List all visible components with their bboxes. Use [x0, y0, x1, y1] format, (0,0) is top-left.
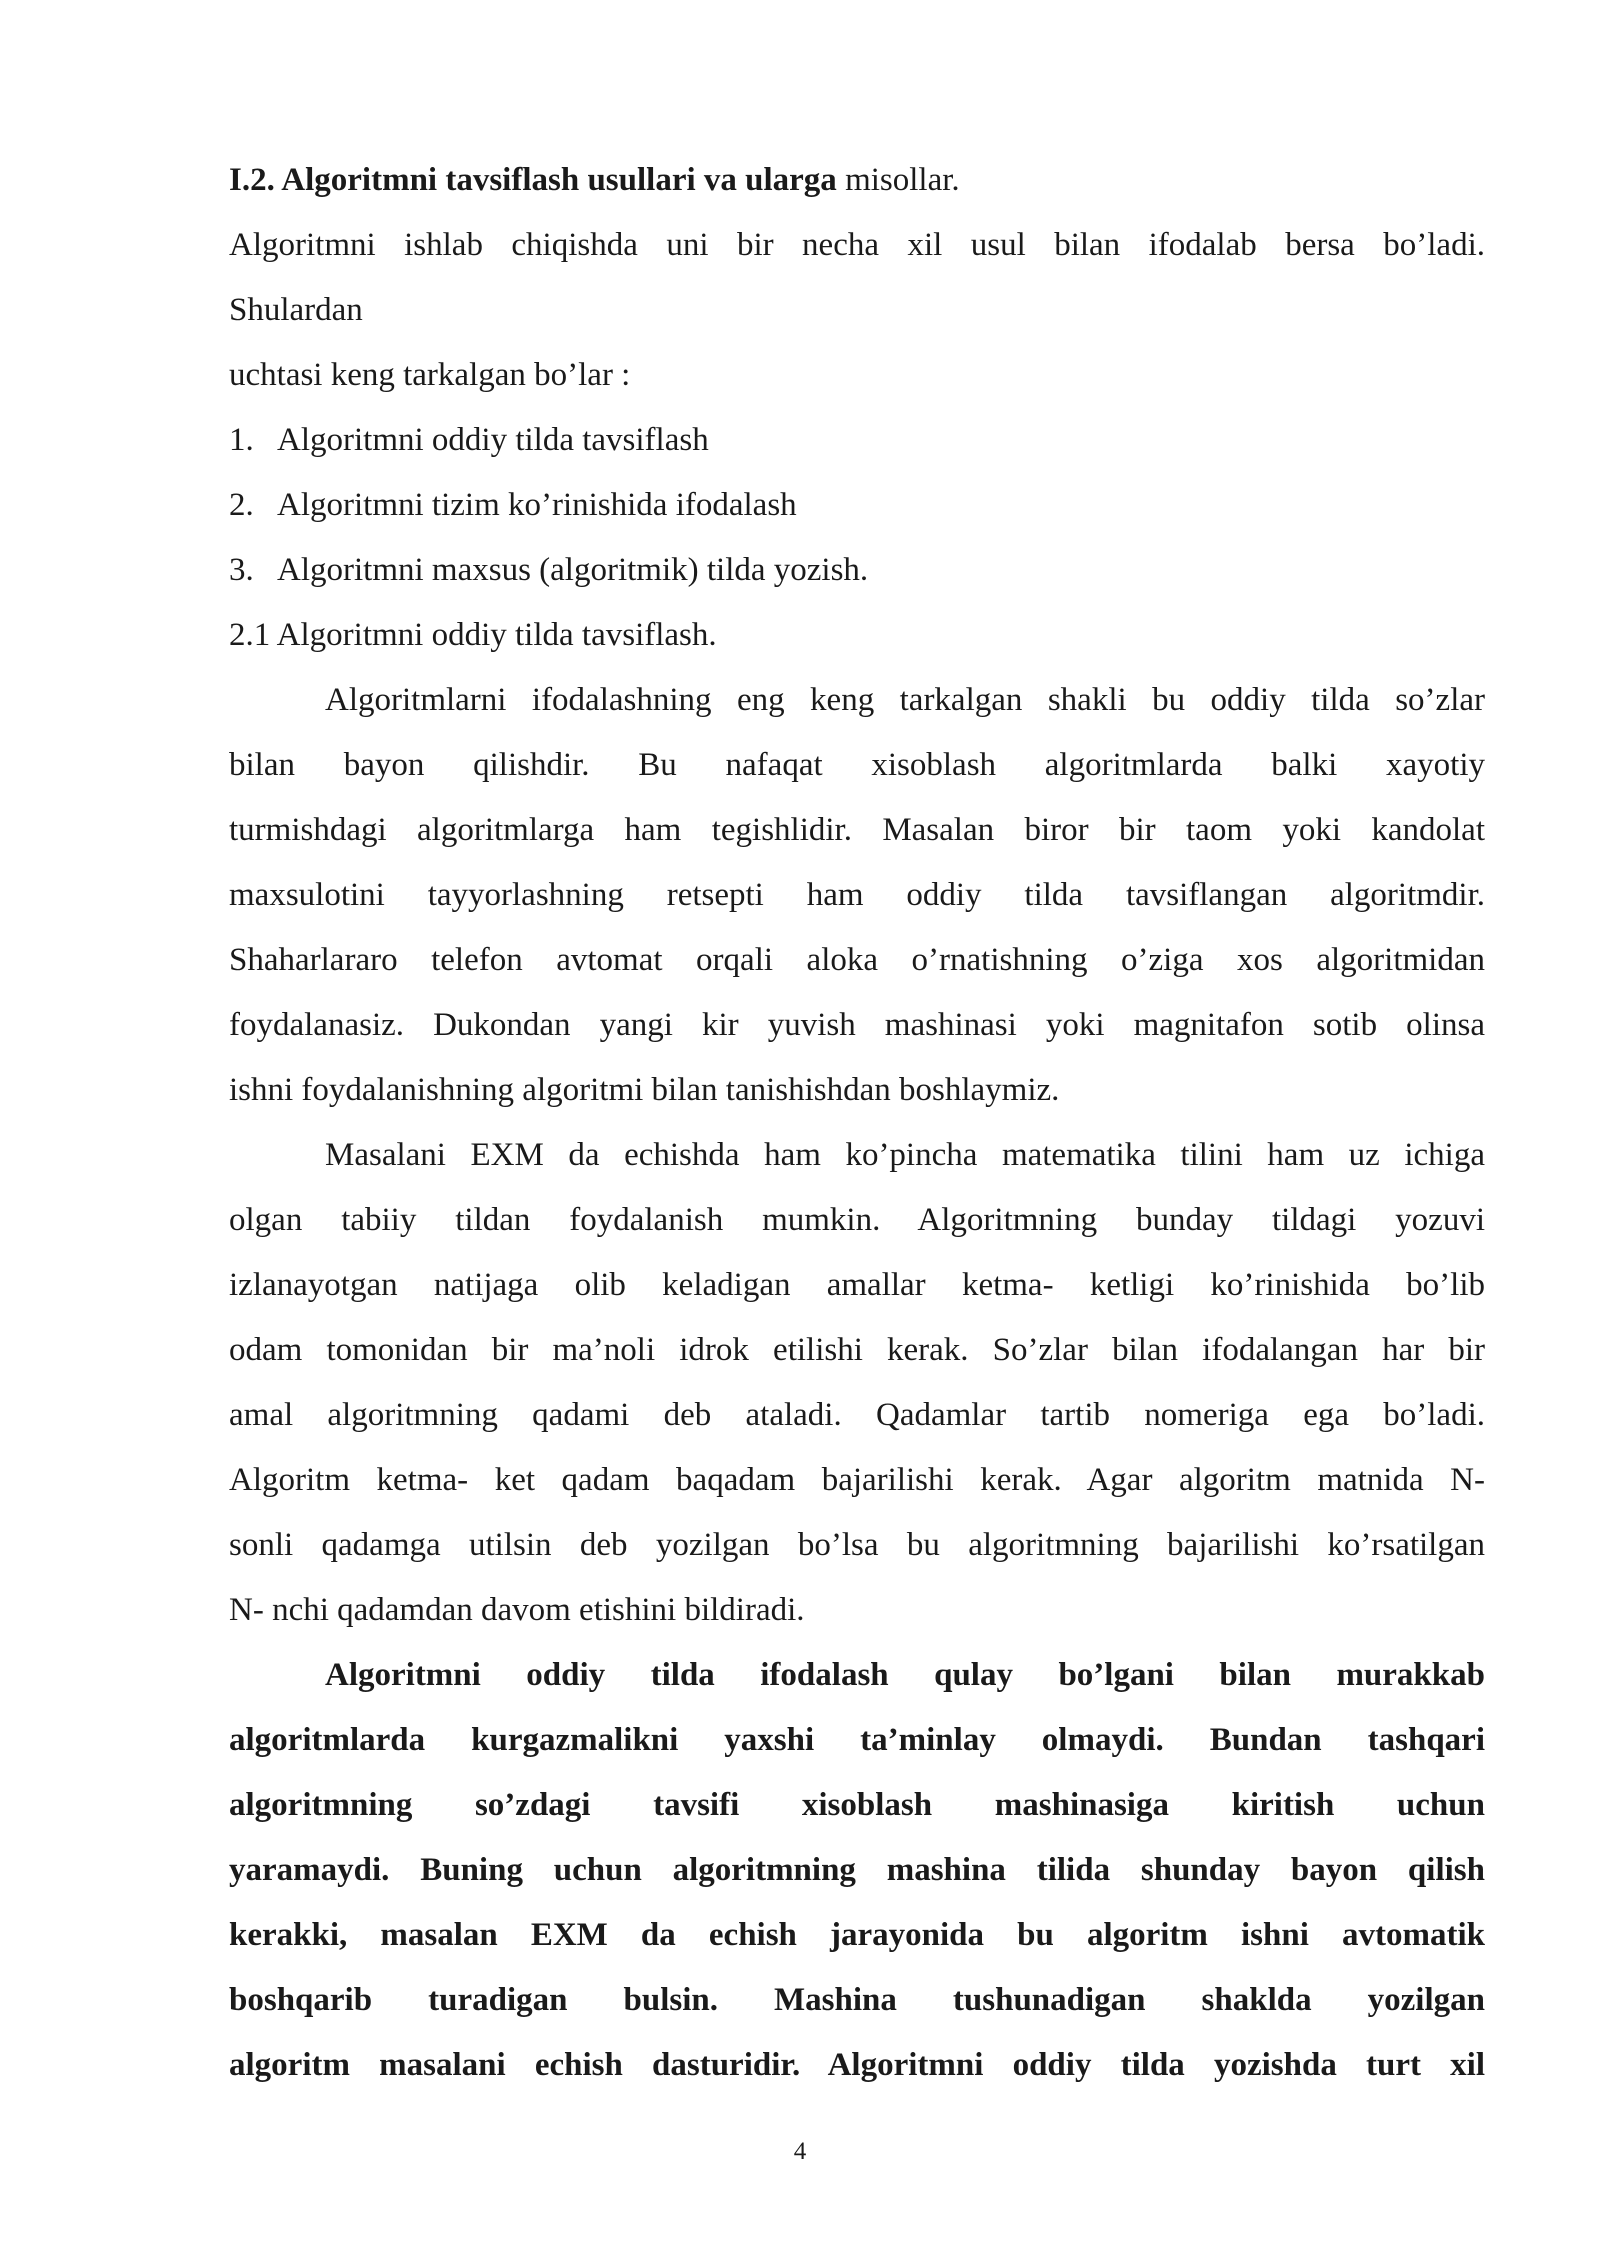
paragraph-line: Algoritmlarni ifodalashning eng keng tarkalgan shakli bu oddiy tilda so’zlar — [325, 682, 1485, 718]
paragraph-line: algoritmlarda kurgazmalikni yaxshi ta’minlay olmaydi. Bundan tashqari — [229, 1722, 1485, 1758]
paragraph-line: Shaharlararo telefon avtomat orqali aloka o’rnatishning o’ziga xos algoritmidan — [229, 942, 1485, 978]
paragraph-line: N- nchi qadamdan davom etishini bildiradi. — [229, 1592, 805, 1628]
paragraph-line: foydalanasiz. Dukondan yangi kir yuvish mashinasi yoki magnitafon sotib olinsa — [229, 1007, 1485, 1043]
section-heading — [229, 148, 1485, 213]
method-number: 1. — [229, 422, 254, 458]
paragraph-line: bilan bayon qilishdir. Bu nafaqat xisoblash algoritmlarda balki xayotiy — [229, 747, 1485, 783]
document-page — [229, 148, 1485, 2098]
method-list-item — [229, 538, 1485, 603]
method-number: 3. — [229, 552, 254, 588]
paragraph-2 — [229, 1123, 1485, 1643]
paragraph-line: odam tomonidan bir ma’noli idrok etilishi kerak. So’zlar bilan ifodalangan har bir — [229, 1332, 1485, 1368]
paragraph-line: Algoritmni oddiy tilda ifodalash qulay bo’lgani bilan murakkab — [325, 1657, 1485, 1693]
paragraph-line: algoritmning so’zdagi tavsifi xisoblash mashinasiga kiritish uchun — [229, 1787, 1485, 1823]
paragraph-line: algoritm masalani echish dasturidir. Algoritmni oddiy tilda yozishda turt xil — [229, 2047, 1485, 2083]
paragraph-line: kerakki, masalan EXM da echish jarayonida bu algoritm ishni avtomatik — [229, 1917, 1485, 1953]
method-list-item — [229, 408, 1485, 473]
paragraph-line: olgan tabiiy tildan foydalanish mumkin. Algoritmning bunday tildagi yozuvi — [229, 1202, 1485, 1238]
method-text: Algoritmni oddiy tilda tavsiflash — [277, 422, 709, 458]
subsection-heading: 2.1 Algoritmni oddiy tilda tavsiflash. — [229, 617, 717, 653]
paragraph-line: Masalani EXM da echishda ham ko’pincha matematika tilini ham uz ichiga — [325, 1137, 1485, 1173]
intro-line: uchtasi keng tarkalgan bo’lar : — [229, 357, 631, 393]
method-list-item — [229, 473, 1485, 538]
paragraph-1 — [229, 668, 1485, 1123]
paragraph-line: ishni foydalanishning algoritmi bilan tanishishdan boshlaymiz. — [229, 1072, 1060, 1108]
page-number: 4 — [793, 2138, 807, 2165]
paragraph-line: amal algoritmning qadami deb ataladi. Qadamlar tartib nomeriga ega bo’ladi. — [229, 1397, 1485, 1433]
paragraph-line: sonli qadamga utilsin deb yozilgan bo’lsa bu algoritmning bajarilishi ko’rsatilgan — [229, 1527, 1485, 1563]
paragraph-line: boshqarib turadigan bulsin. Mashina tushunadigan shaklda yozilgan — [229, 1982, 1485, 2018]
paragraph-line: izlanayotgan natijaga olib keladigan amallar ketma- ketligi ko’rinishida bo’lib — [229, 1267, 1485, 1303]
paragraph-line: turmishdagi algoritmlarga ham tegishlidir. Masalan biror bir taom yoki kandolat — [229, 812, 1485, 848]
intro-line: Algoritmni ishlab chiqishda uni bir necha xil usul bilan ifodalab bersa bo’ladi. — [229, 227, 1485, 263]
section-heading-normal: misollar. — [836, 162, 960, 198]
paragraph-line: Algoritm ketma- ket qadam baqadam bajarilishi kerak. Agar algoritm matnida N- — [229, 1462, 1485, 1498]
method-text: Algoritmni maxsus (algoritmik) tilda yozish. — [277, 552, 869, 588]
method-text: Algoritmni tizim ko’rinishida ifodalash — [277, 487, 797, 523]
method-number: 2. — [229, 487, 254, 523]
intro-line: Shulardan — [229, 292, 363, 328]
paragraph-line: yaramaydi. Buning uchun algoritmning mashina tilida shunday bayon qilish — [229, 1852, 1485, 1888]
section-heading-bold: I.2. Algoritmni tavsiflash usullari va ularga — [229, 162, 837, 198]
paragraph-3 — [229, 1643, 1485, 2098]
paragraph-line: maxsulotini tayyorlashning retsepti ham oddiy tilda tavsiflangan algoritmdir. — [229, 877, 1485, 913]
